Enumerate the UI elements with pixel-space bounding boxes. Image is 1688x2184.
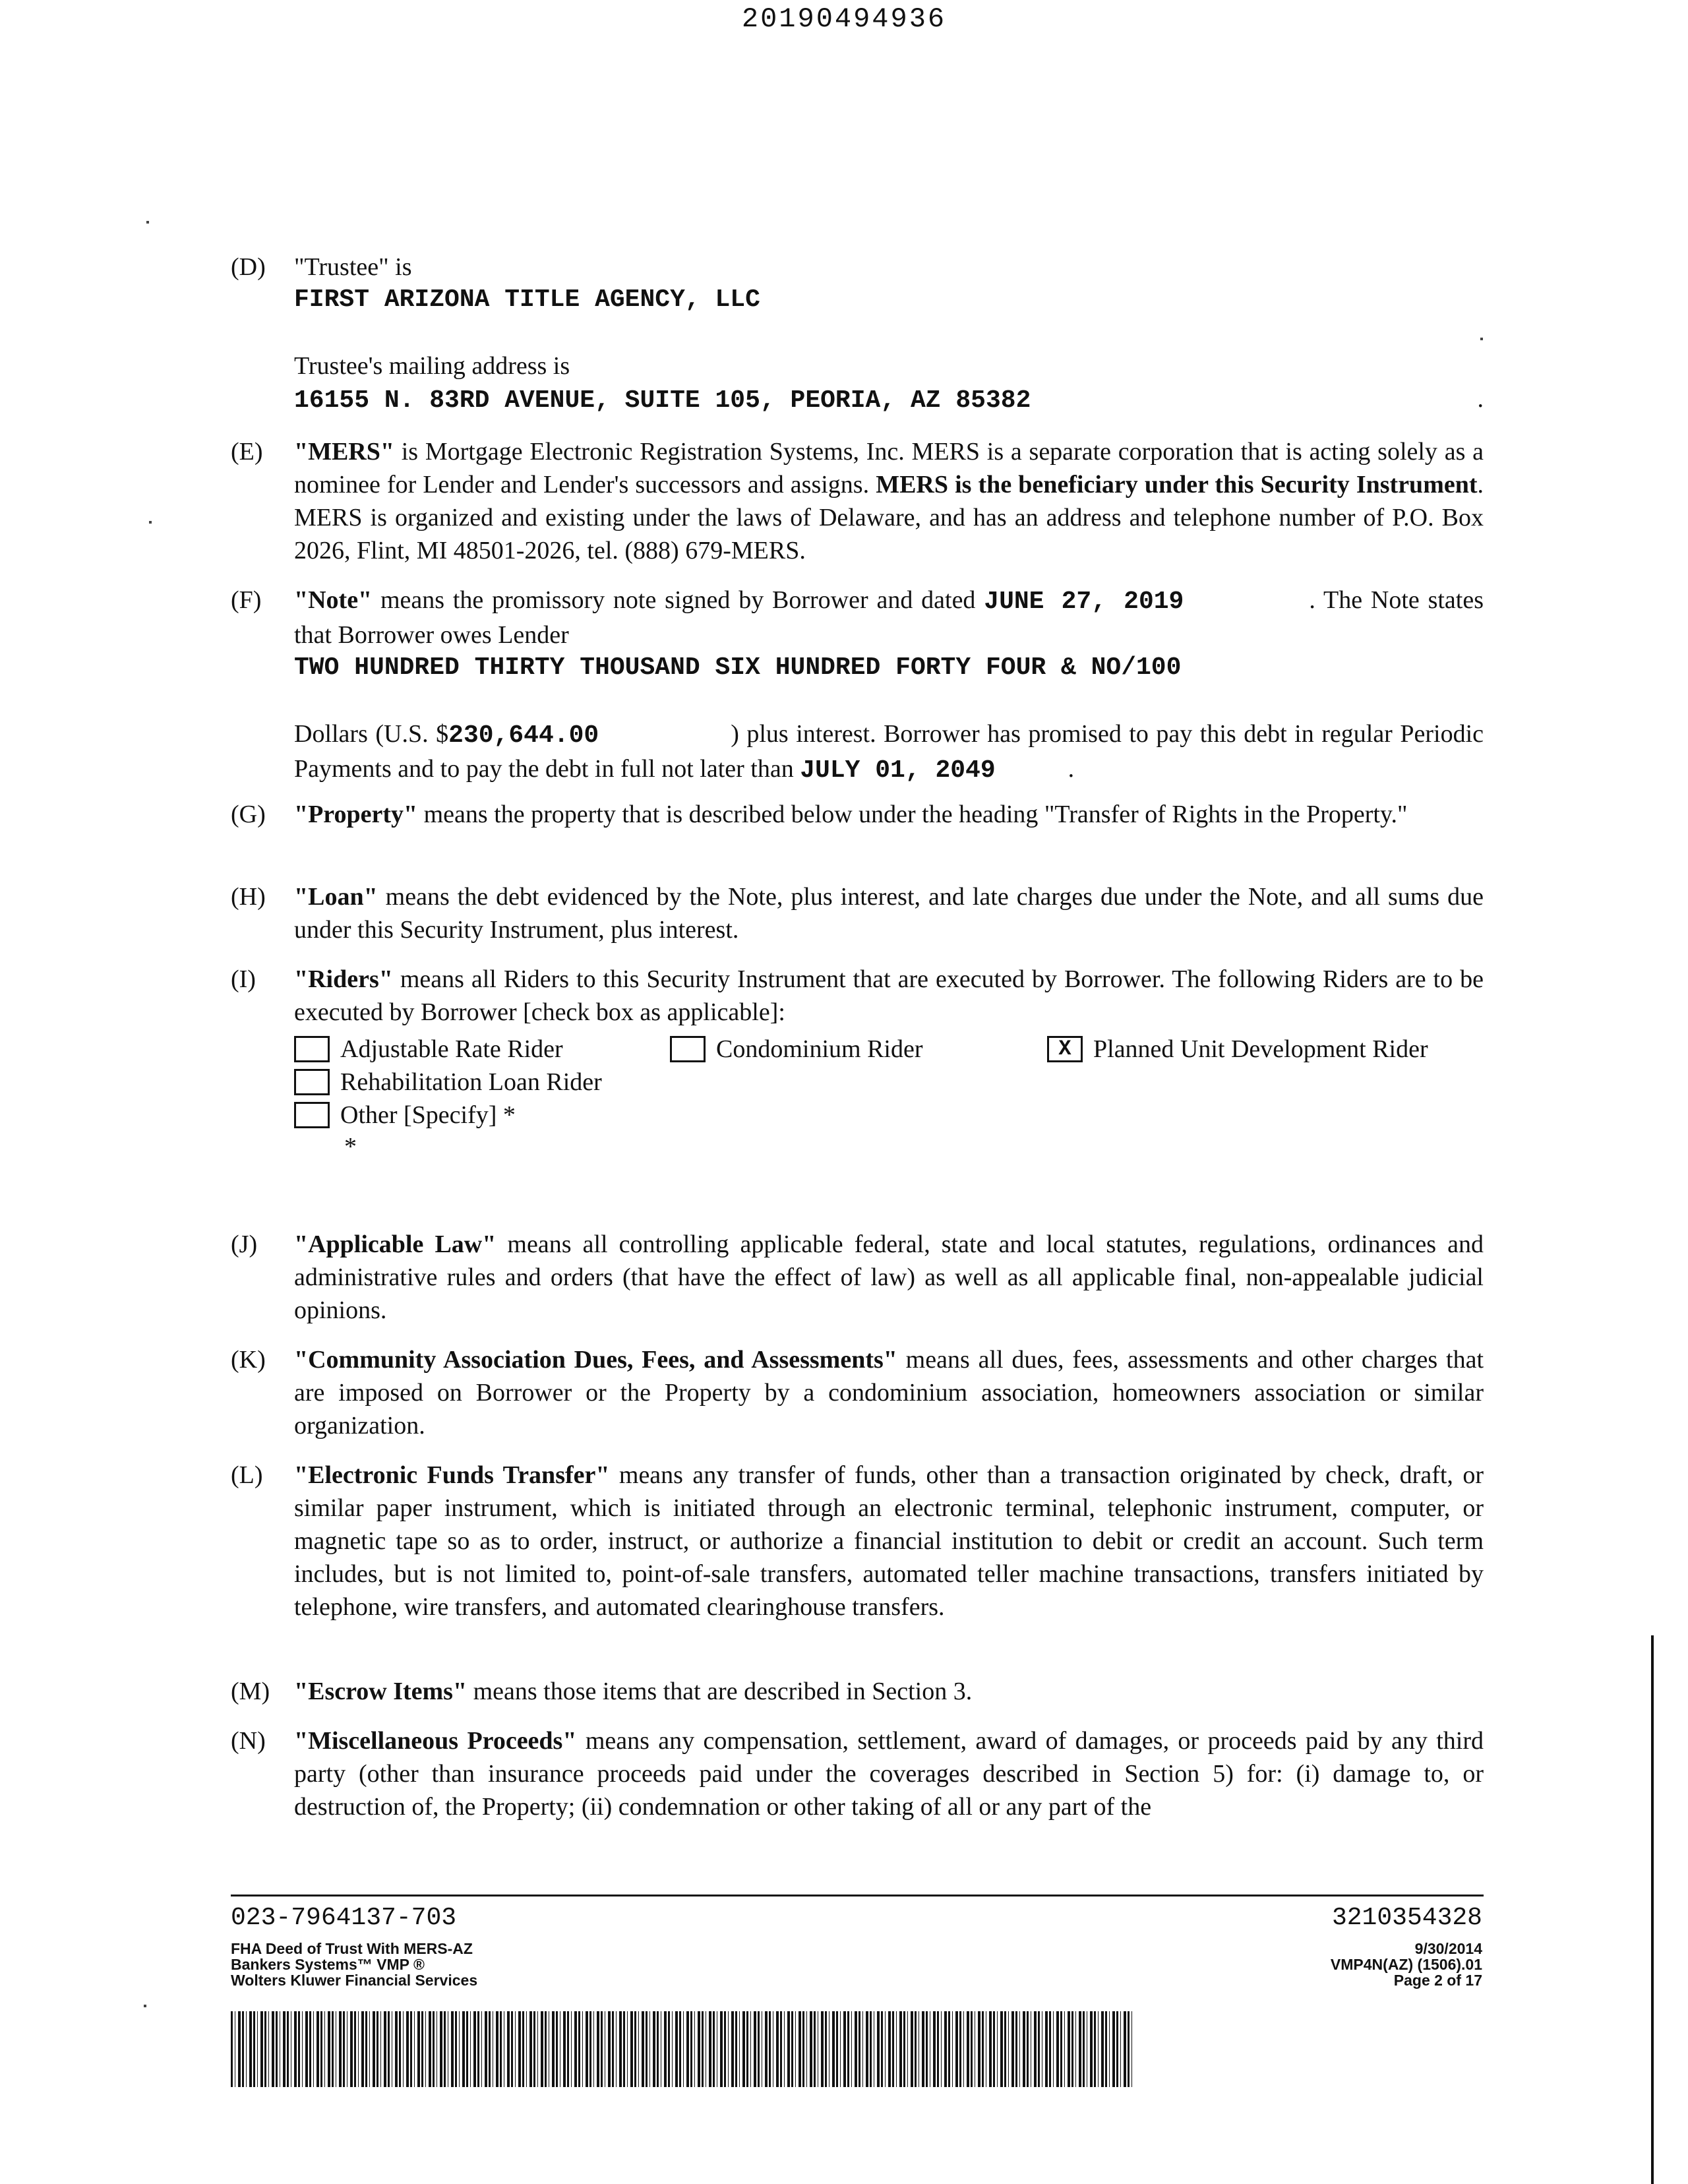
section-j: (J) "Applicable Law" means all controlling applicable federal, state and local statutes, regulations, ordinances and administrative rules and orders (that have the effect of law) as well as all applicable final, non-appealable judicial opinions. [231,1228,1484,1327]
form-vendor: Bankers Systems™ VMP ® [231,1956,425,1973]
document-number: 20190494936 [741,3,947,35]
checkbox[interactable] [294,1036,330,1062]
section-k: (K) "Community Association Dues, Fees, and Assessments" means all dues, fees, assessments and other charges that are imposed on Borrower or the Property by a condominium association, homeowners association or similar organization. [231,1343,1484,1442]
section-m: (M) "Escrow Items" means those items that are described in Section 3. [231,1675,1484,1708]
section-e: (E) "MERS" is Mortgage Electronic Registration Systems, Inc. MERS is a separate corporation that is acting solely as a nominee for Lender and Lender's successors and assigns. MERS is the beneficiary under this Security Instrument. MERS is organized and existing under the laws of Delaware, and has an address and telephone number of P.O. Box 2026, Flint, MI 48501-2026, tel. (888) 679-MERS. [231,435,1484,567]
section-label: (G) [231,801,266,828]
page-number: Page 2 of 17 [1393,1972,1482,1989]
riders-checklist [294,1033,1484,1178]
section-l: (L) "Electronic Funds Transfer" means any transfer of funds, other than a transaction originated by check, draft, or similar paper instrument, which is initiated through an electronic terminal, telephonic instrument, computer, or magnetic tape so as to order, instruct, or authorize a financial institution to debit or credit an account. Such term includes, but is not limited to, point-of-sale transfers, automated teller machine transactions, transfers initiated by telephone, wire transfers, and automated clearinghouse transfers. [231,1459,1484,1623]
section-d: (D) "Trustee" is FIRST ARIZONA TITLE AGENCY, LLC Trustee's mailing address is 16155 N. 83RD AVENUE, SUITE 105, PEORIA, AZ 85382 . [231,251,1484,417]
checkbox[interactable]: X [1047,1036,1083,1062]
note-date: JUNE 27, 2019 [984,588,1184,616]
rider-planned-unit-development[interactable]: X Planned Unit Development Rider [1047,1033,1428,1066]
section-label: (N) [231,1727,266,1755]
checkbox[interactable] [294,1102,330,1128]
term: "MERS" [294,438,394,466]
amount-words: TWO HUNDRED THIRTY THOUSAND SIX HUNDRED FORTY FOUR & NO/100 [294,653,1182,682]
rider-condominium[interactable]: Condominium Rider [670,1033,923,1066]
section-label: (I) [231,965,256,993]
loan-amount: 230,644.00 [448,721,599,750]
maturity-date: JULY 01, 2049 [800,756,996,785]
section-label: (H) [231,883,266,911]
loan-number: 023-7964137-703 [231,1904,457,1932]
scan-speck [149,521,152,524]
scan-edge-line [1651,1635,1654,2184]
section-label: (L) [231,1461,263,1489]
footer-right [1331,1902,1482,1988]
form-name: FHA Deed of Trust With MERS-AZ [231,1940,473,1957]
section-label: (J) [231,1230,258,1258]
trustee-name: FIRST ARIZONA TITLE AGENCY, LLC [294,286,760,314]
scan-speck [146,221,149,224]
checkbox[interactable] [670,1036,706,1062]
section-label: (M) [231,1678,270,1705]
rider-adjustable-rate[interactable]: Adjustable Rate Rider [294,1033,563,1066]
document-id: 3210354328 [1331,1904,1482,1932]
footer-divider [231,1895,1484,1896]
trustee-address-intro: Trustee's mailing address is [294,352,570,380]
section-g: (G) "Property" means the property that is described below under the heading "Transfer of Rights in the Property." [231,798,1484,831]
section-n: (N) "Miscellaneous Proceeds" means any compensation, settlement, award of damages, or proceeds paid by any third party (other than insurance proceeds paid under the coverages described in Section 5) for: (i) damage to, or destruction of, the Property; (ii) condemnation or other taking of all or any part of the [231,1724,1484,1823]
form-publisher: Wolters Kluwer Financial Services [231,1972,478,1989]
form-date: 9/30/2014 [1414,1940,1482,1957]
form-code: VMP4N(AZ) (1506).01 [1330,1956,1482,1973]
footer-left [231,1902,477,1988]
checkbox[interactable] [294,1069,330,1095]
scan-speck [1480,338,1483,340]
rider-rehabilitation-loan[interactable]: Rehabilitation Loan Rider [294,1066,602,1099]
trustee-intro: "Trustee" is [294,253,412,281]
scan-speck [144,2005,146,2007]
section-i: (I) "Riders" means all Riders to this Security Instrument that are executed by Borrower. The following Riders are to be executed by Borrower [check box as applicable]: Adjustable Rate Rider Condominium Rider X Planned Unit Development Rider Rehabilitation Loan Rider Other [Specify] * * [231,963,1484,1178]
other-asterisk: * [344,1133,357,1161]
trustee-address: 16155 N. 83RD AVENUE, SUITE 105, PEORIA, AZ 85382 [294,386,1031,415]
rider-other[interactable]: Other [Specify] * [294,1099,516,1132]
section-label: (E) [231,438,263,466]
section-f: (F) "Note" means the promissory note signed by Borrower and dated JUNE 27, 2019 . The Note states that Borrower owes Lender TWO HUNDRED THIRTY THOUSAND SIX HUNDRED FORTY FOUR & NO/100 Dollars (U.S. $230,644.00 ) plus interest. Borrower has promised to pay this debt in regular Periodic Payments and to pay the debt in full not later than JULY 01, 2049 . [231,584,1484,787]
section-label: (K) [231,1346,266,1374]
barcode [231,2011,1134,2087]
section-label: (F) [231,586,262,614]
section-h: (H) "Loan" means the debt evidenced by the Note, plus interest, and late charges due under the Note, and all sums due under this Security Instrument, plus interest. [231,880,1484,946]
section-label: (D) [231,253,266,281]
